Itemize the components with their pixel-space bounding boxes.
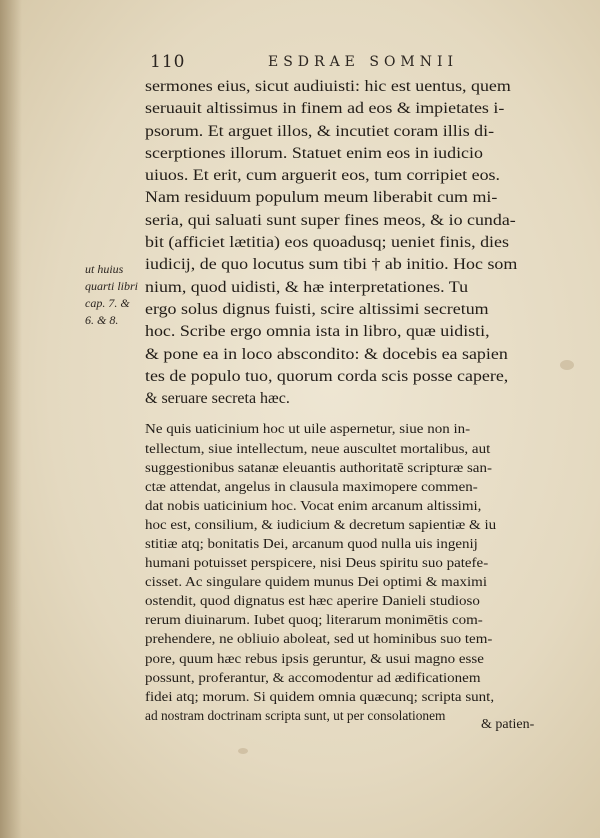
text-line: suggestionibus satanæ eleuantis authoritatē scripturæ san- (145, 459, 492, 475)
text-line: Nam residuum populum meum liberabit cum mi- (145, 189, 498, 207)
text-line: psorum. Et arguet illos, & incutiet coram illis di- (145, 122, 495, 140)
text-line: nium, quod uidisti, & hæ interpretationes. Tu (145, 278, 469, 296)
text-line: ctæ attendat, angelus in clausula maximopere commen- (145, 478, 478, 494)
margin-note-line: 6. & 8. (85, 313, 119, 327)
text-line: possunt, proferantur, & accomodentur ad ædificationem (145, 669, 481, 685)
catchword: & patien- (481, 717, 535, 732)
text-line: rerum diuinarum. Iubet quoq; literarum monimētis com- (145, 612, 483, 628)
text-line: ad nostram doctrinam scripta sunt, ut per consolationem (145, 707, 446, 723)
text-line: iudicij, de quo locutus sum tibi † ab initio. Hoc som (145, 256, 518, 274)
running-head: ESDRAE SOMNII (268, 54, 459, 70)
text-line: scerptiones illorum. Statuet enim eos in iudicio (145, 144, 483, 162)
text-line: hoc. Scribe ergo omnia ista in libro, quæ uidisti, (145, 323, 490, 341)
text-line: prehendere, ne obliuio aboleat, sed ut hominibus suo tem- (145, 631, 493, 647)
text-line: tes de populo tuo, quorum corda scis posse capere, (145, 367, 509, 385)
text-line: bit (afficiet lætitia) eos quoadusq; ueniet finis, dies (145, 234, 509, 252)
text-line: stitiæ atq; bonitatis Dei, arcanum quod nulla uis ingenij (145, 536, 478, 552)
text-line: cisset. Ac singulare quidem munus Dei optimi & maximi (145, 574, 487, 590)
ink-spot (238, 748, 248, 754)
margin-note-line: ut huius (85, 262, 124, 276)
text-line: humani potuisset perspicere, nisi Deus spiritu suo patefe- (145, 555, 489, 571)
text-line: dat nobis uaticinium hoc. Vocat enim arcanum altissimi, (145, 497, 482, 513)
text-line: seruauit altissimus in finem ad eos & impietates i- (145, 100, 505, 118)
text-line: ostendit, quod dignatus est hæc aperire Danieli studioso (145, 593, 480, 609)
text-line: hoc est, consilium, & iudicium & decretum sapientiæ & iu (145, 516, 497, 532)
text-line: tellectum, siue intellectum, neue auscultet mortalibus, aut (145, 440, 491, 456)
text-line: seria, qui saluati sunt super fines meos, & io cunda- (145, 211, 516, 229)
margin-note-line: cap. 7. & (85, 296, 130, 310)
text-line: fidei atq; morum. Si quidem omnia quæcunq; scripta sunt, (145, 688, 495, 704)
body-text (145, 76, 555, 725)
page-number: 110 (150, 52, 186, 72)
page-header (0, 52, 600, 74)
commentary-paragraph (145, 419, 555, 725)
text-line: & pone ea in loco abscondito: & docebis ea sapien (145, 345, 508, 363)
text-line: Ne quis uaticinium hoc ut uile aspernetur, siue non in- (145, 421, 471, 437)
scripture-paragraph (145, 76, 555, 410)
text-line: & seruare secreta hæc. (145, 390, 290, 408)
spine-shadow (0, 0, 22, 838)
text-line: pore, quum hæc rebus ipsis geruntur, & usui magno esse (145, 650, 484, 666)
margin-note-line: quarti libri (85, 279, 139, 293)
text-line: uiuos. Et erit, cum arguerit eos, tum corripiet eos. (145, 167, 501, 185)
margin-note (85, 261, 143, 329)
text-line: sermones eius, sicut audiuisti: hic est uentus, quem (145, 78, 511, 95)
text-line: ergo solus dignus fuisti, scire altissimi secretum (145, 300, 489, 318)
